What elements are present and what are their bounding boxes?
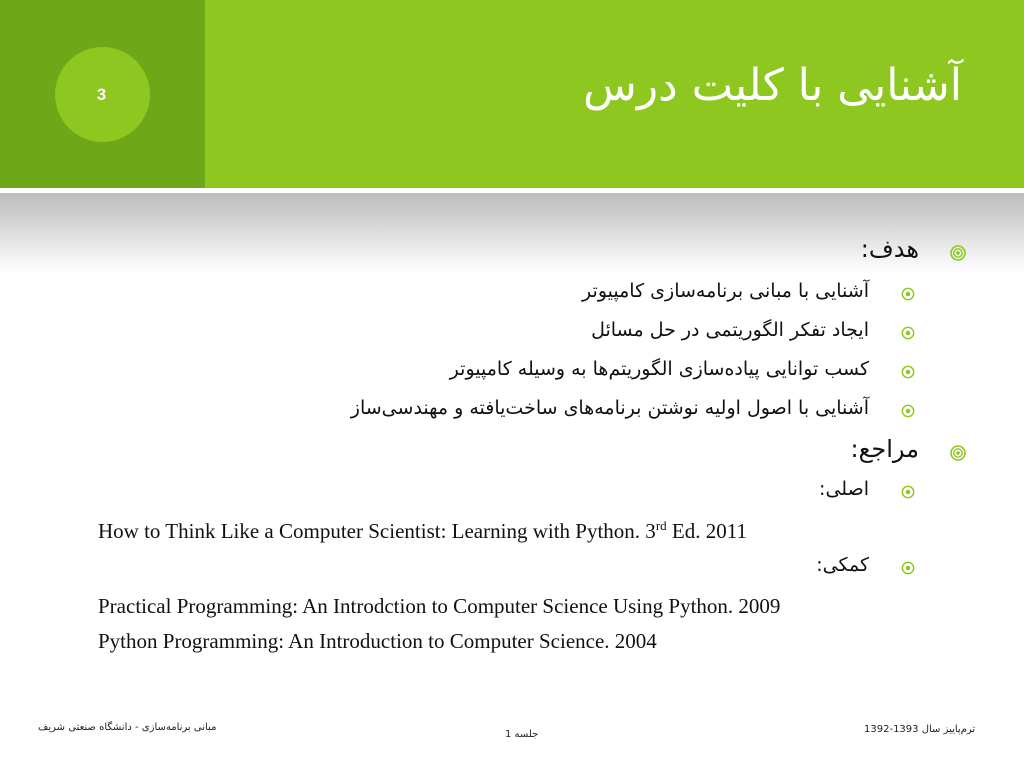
main-reference-edition: Ed. 2011	[666, 519, 747, 543]
bullet-icon	[950, 245, 966, 261]
slide-number-badge: 3	[55, 47, 150, 142]
bullet-icon	[950, 445, 966, 461]
aux-reference: Practical Programming: An Introdction to Computer Science Using Python. 2009	[98, 594, 781, 618]
goal-heading: هدف:	[860, 235, 919, 263]
bullet-icon	[901, 365, 915, 379]
main-ref-heading: اصلی:	[819, 478, 869, 500]
footer-session: جلسه 1	[505, 729, 539, 740]
goal-item: آشنایی با مبانی برنامه‌سازی کامپیوتر	[582, 280, 869, 302]
bullet-icon	[901, 287, 915, 301]
goal-item: کسب توانایی پیاده‌سازی الگوریتم‌ها به وسیله کامپیوتر	[449, 358, 869, 380]
goal-item: ایجاد تفکر الگوریتمی در حل مسائل	[591, 319, 869, 341]
refs-heading: مراجع:	[850, 435, 919, 463]
bullet-icon	[901, 326, 915, 340]
bullet-icon	[901, 485, 915, 499]
aux-reference: Python Programming: An Introduction to Computer Science. 2004	[98, 629, 657, 653]
aux-ref-heading: کمکی:	[816, 554, 869, 576]
bullet-icon	[901, 404, 915, 418]
main-reference-title: How to Think Like a Computer Scientist: Learning with Python. 3	[98, 519, 656, 543]
footer-term: ترم‌پاییز سال 1393-1392	[864, 724, 976, 735]
bullet-icon	[901, 561, 915, 575]
main-reference-ordinal: rd	[655, 518, 667, 533]
main-reference	[98, 518, 747, 544]
goal-item: آشنایی با اصول اولیه نوشتن برنامه‌های ساخت‌یافته و مهندسی‌ساز	[350, 397, 869, 419]
footer-course: مبانی برنامه‌سازی - دانشگاه صنعتی شریف	[38, 722, 217, 733]
slide-title: آشنایی با کلیت درس	[583, 60, 962, 111]
